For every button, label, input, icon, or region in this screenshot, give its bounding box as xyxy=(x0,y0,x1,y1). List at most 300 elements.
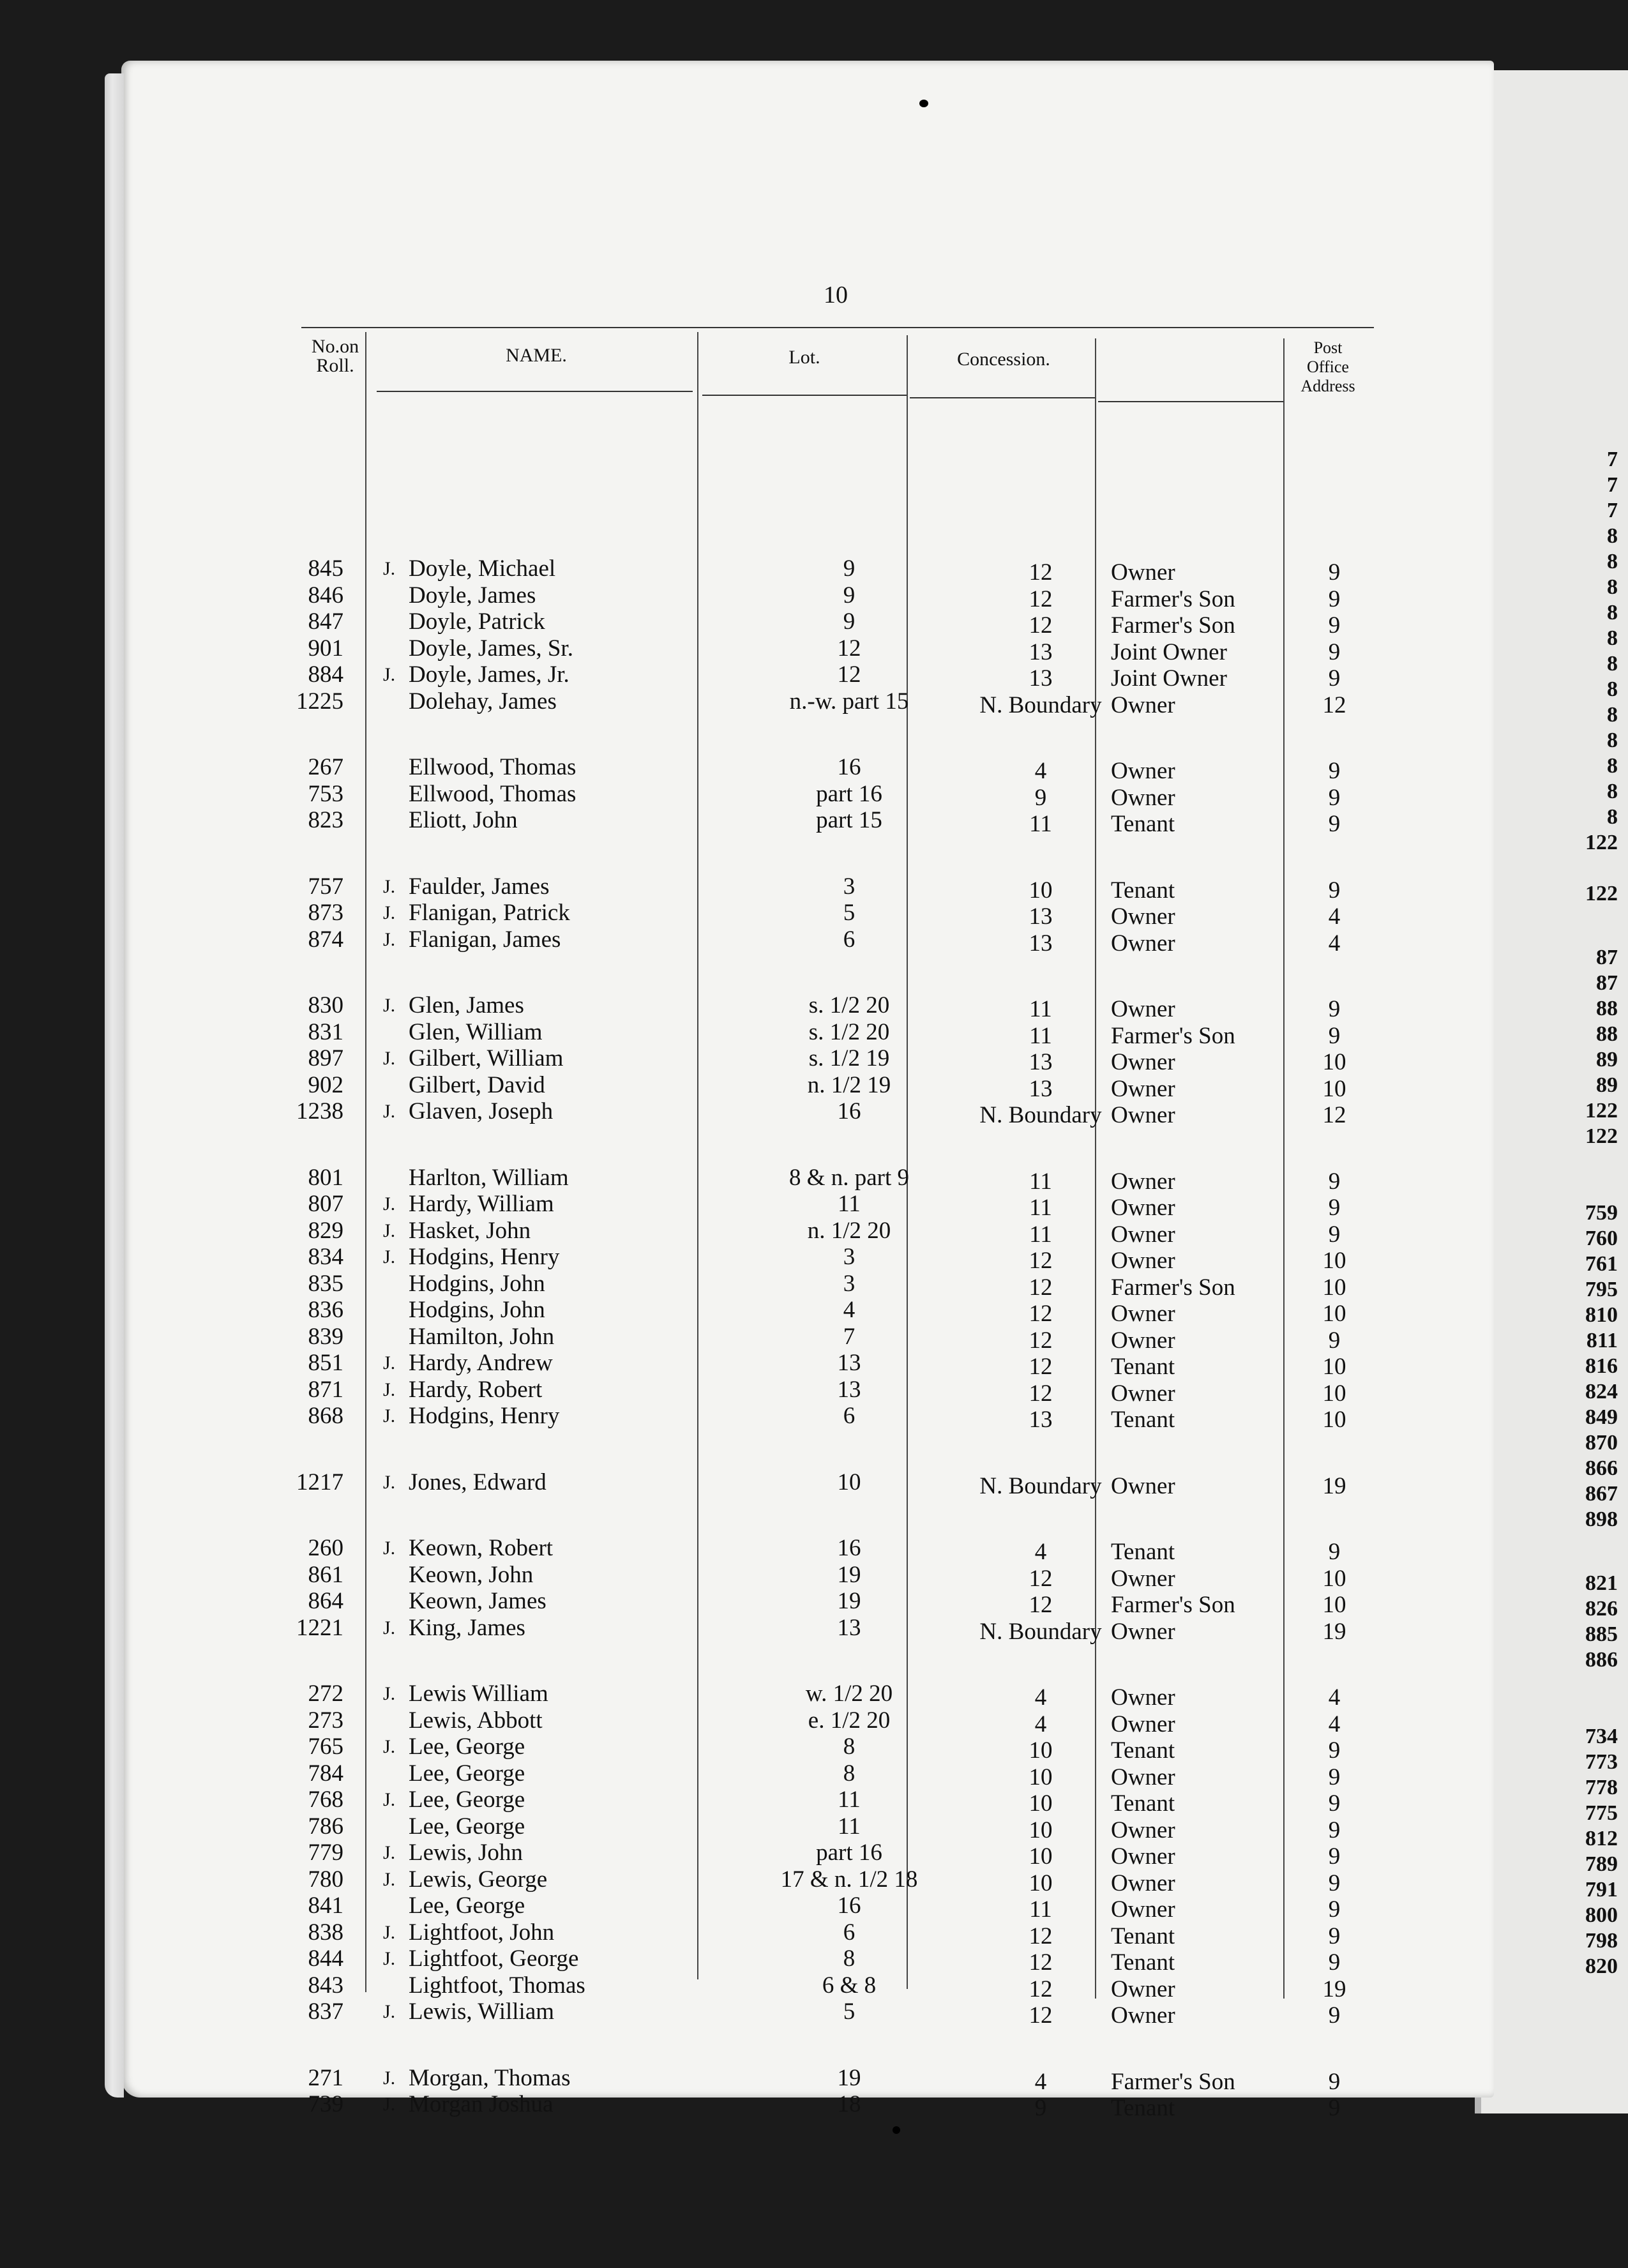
occupation: Tenant xyxy=(1111,2095,1175,2121)
juror-mark: J. xyxy=(383,2001,396,2022)
header-post-office-address xyxy=(1283,338,1373,396)
table-row xyxy=(128,992,1500,1022)
lot: 6 xyxy=(843,1919,855,1946)
occupation: Tenant xyxy=(1111,1737,1175,1764)
voter-name: Flanigan, Patrick xyxy=(409,900,570,926)
table-row xyxy=(128,1893,1500,1923)
roll-number: 864 xyxy=(308,1588,343,1614)
lot: s. 1/2 20 xyxy=(808,992,890,1018)
voter-name: Hamilton, John xyxy=(409,1323,555,1350)
table-row xyxy=(128,688,1500,718)
occupation: Owner xyxy=(1111,1684,1175,1711)
facing-roll-number: 821 xyxy=(1585,1571,1618,1595)
facing-roll-number: 789 xyxy=(1585,1852,1618,1876)
roll-number: 1225 xyxy=(296,688,343,714)
facing-roll-number: 816 xyxy=(1585,1354,1618,1378)
occupation: Tenant xyxy=(1111,1354,1175,1380)
lot: e. 1/2 20 xyxy=(808,1707,891,1734)
lot: 3 xyxy=(843,873,855,900)
lot: 16 xyxy=(837,1535,861,1561)
concession: 13 xyxy=(1029,665,1053,692)
occupation: Owner xyxy=(1111,1843,1175,1870)
post-office-address: 9 xyxy=(1328,1923,1341,1949)
roll-number: 272 xyxy=(308,1681,343,1707)
lot: 10 xyxy=(837,1469,861,1495)
roll-number: 768 xyxy=(308,1787,343,1813)
voter-name: Lightfoot, Thomas xyxy=(409,1972,585,1999)
header-name: NAME. xyxy=(506,345,567,366)
voter-name: Hardy, Robert xyxy=(409,1376,543,1403)
facing-roll-number: 885 xyxy=(1585,1622,1618,1646)
concession: 4 xyxy=(1034,1684,1047,1711)
roll-number: 902 xyxy=(308,1071,343,1098)
post-office-address: 10 xyxy=(1322,1274,1346,1301)
roll-number: 267 xyxy=(308,754,343,780)
facing-roll-number: 8 xyxy=(1607,575,1618,599)
facing-roll-number: 759 xyxy=(1585,1201,1618,1225)
lot: 13 xyxy=(837,1350,861,1376)
occupation: Farmer's Son xyxy=(1111,1592,1235,1618)
roll-number: 837 xyxy=(308,1999,343,2025)
voter-name: Lewis, George xyxy=(409,1866,548,1893)
lot: part 16 xyxy=(816,780,882,807)
facing-roll-number: 798 xyxy=(1585,1929,1618,1953)
facing-roll-number: 8 xyxy=(1607,729,1618,752)
roll-number: 765 xyxy=(308,1734,343,1760)
occupation: Owner xyxy=(1111,1817,1175,1843)
juror-mark: J. xyxy=(383,875,396,897)
post-office-address: 9 xyxy=(1328,1022,1341,1049)
facing-roll-number: 89 xyxy=(1596,1073,1618,1097)
occupation: Owner xyxy=(1111,1380,1175,1407)
occupation: Owner xyxy=(1111,903,1175,930)
facing-roll-number: 122 xyxy=(1585,1124,1618,1148)
facing-roll-number: 775 xyxy=(1585,1801,1618,1825)
lot: 3 xyxy=(843,1270,855,1297)
occupation: Owner xyxy=(1111,1327,1175,1354)
table-row xyxy=(128,635,1500,665)
roll-number: 846 xyxy=(308,582,343,609)
voter-name: Lee, George xyxy=(409,1893,525,1919)
post-office-address: 9 xyxy=(1328,639,1341,665)
concession: 12 xyxy=(1029,1380,1053,1407)
occupation: Farmer's Son xyxy=(1111,586,1235,612)
facing-roll-number: 867 xyxy=(1585,1482,1618,1506)
post-office-address: 19 xyxy=(1322,1618,1346,1645)
roll-number: 260 xyxy=(308,1535,343,1561)
table-row xyxy=(128,1734,1500,1764)
table-row xyxy=(128,1999,1500,2029)
occupation: Owner xyxy=(1111,1049,1175,1075)
juror-mark: J. xyxy=(383,1101,396,1122)
post-office-address: 9 xyxy=(1328,996,1341,1022)
table-row xyxy=(128,1614,1500,1645)
facing-roll-number: 87 xyxy=(1596,971,1618,995)
concession: 13 xyxy=(1029,1407,1053,1433)
voter-name: Flanigan, James xyxy=(409,926,561,953)
post-office-address: 9 xyxy=(1328,758,1341,784)
concession: N. Boundary xyxy=(979,692,1102,718)
voter-name: Keown, John xyxy=(409,1561,534,1588)
post-office-address: 10 xyxy=(1322,1248,1346,1274)
facing-roll-number: 824 xyxy=(1585,1380,1618,1403)
voter-name: Doyle, Michael xyxy=(409,556,556,582)
facing-roll-number: 7 xyxy=(1607,448,1618,471)
concession: 9 xyxy=(1034,784,1047,811)
concession: N. Boundary xyxy=(979,1102,1102,1128)
juror-mark: J. xyxy=(383,1921,396,1943)
roll-number: 835 xyxy=(308,1270,343,1297)
juror-mark: J. xyxy=(383,558,396,579)
post-office-address: 12 xyxy=(1322,1102,1346,1128)
lot: 11 xyxy=(838,1787,861,1813)
concession: 12 xyxy=(1029,559,1053,586)
voter-name: Lightfoot, John xyxy=(409,1919,555,1946)
facing-roll-number: 7 xyxy=(1607,473,1618,497)
facing-roll-number: 88 xyxy=(1596,1022,1618,1046)
facing-roll-number: 8 xyxy=(1607,677,1618,701)
occupation: Tenant xyxy=(1111,1790,1175,1817)
roll-number: 829 xyxy=(308,1217,343,1244)
post-office-address: 19 xyxy=(1322,1976,1346,2002)
post-office-address: 9 xyxy=(1328,2095,1341,2121)
table-row xyxy=(128,1098,1500,1128)
facing-roll-number: 8 xyxy=(1607,601,1618,624)
occupation: Tenant xyxy=(1111,1539,1175,1565)
table-row xyxy=(128,1681,1500,1711)
concession: 11 xyxy=(1029,1221,1052,1248)
voter-name: Doyle, Patrick xyxy=(409,609,545,635)
occupation: Farmer's Son xyxy=(1111,1274,1235,1301)
concession: 13 xyxy=(1029,1049,1053,1075)
table-row xyxy=(128,873,1500,903)
occupation: Owner xyxy=(1111,1764,1175,1790)
roll-number: 847 xyxy=(308,609,343,635)
voter-name: Faulder, James xyxy=(409,873,550,900)
voter-name: Hodgins, John xyxy=(409,1297,545,1323)
voter-name: Keown, James xyxy=(409,1588,546,1614)
occupation: Owner xyxy=(1111,2002,1175,2029)
speck-mark xyxy=(893,2126,900,2134)
concession: 4 xyxy=(1034,1711,1047,1737)
facing-roll-number: 7 xyxy=(1607,499,1618,522)
roll-number: 801 xyxy=(308,1164,343,1191)
post-office-address: 9 xyxy=(1328,784,1341,811)
roll-number: 786 xyxy=(308,1813,343,1840)
lot: 11 xyxy=(838,1191,861,1217)
concession: 11 xyxy=(1029,811,1052,837)
concession: 4 xyxy=(1034,758,1047,784)
lot: 9 xyxy=(843,609,855,635)
lot: n. 1/2 19 xyxy=(807,1071,891,1098)
lot: 16 xyxy=(837,1893,861,1919)
occupation: Joint Owner xyxy=(1111,639,1227,665)
lot: 5 xyxy=(843,900,855,926)
table-row xyxy=(128,1164,1500,1195)
occupation: Owner xyxy=(1111,996,1175,1022)
facing-roll-number: 795 xyxy=(1585,1278,1618,1301)
concession: 11 xyxy=(1029,1022,1052,1049)
facing-roll-number: 87 xyxy=(1596,946,1618,969)
concession: 10 xyxy=(1029,1790,1053,1817)
header-no-on-roll xyxy=(300,337,370,375)
post-office-address: 9 xyxy=(1328,2002,1341,2029)
table-row xyxy=(128,1350,1500,1380)
header-concession: Concession. xyxy=(957,349,1050,370)
table-row xyxy=(128,1297,1500,1327)
juror-mark: J. xyxy=(383,1948,396,1969)
voter-name: Hardy, William xyxy=(409,1191,554,1217)
lot: 6 xyxy=(843,926,855,953)
post-office-address: 10 xyxy=(1322,1592,1346,1618)
table-row xyxy=(128,1071,1500,1102)
roll-number: 784 xyxy=(308,1760,343,1787)
post-office-address: 9 xyxy=(1328,1195,1341,1221)
table-row xyxy=(128,1919,1500,1949)
header-con-underline xyxy=(910,397,1095,398)
roll-number: 861 xyxy=(308,1561,343,1588)
voter-name: Dolehay, James xyxy=(409,688,557,714)
concession: 13 xyxy=(1029,1075,1053,1102)
occupation: Tenant xyxy=(1111,811,1175,837)
concession: 12 xyxy=(1029,612,1053,639)
juror-mark: J. xyxy=(383,928,396,950)
concession: 12 xyxy=(1029,586,1053,612)
occupation: Owner xyxy=(1111,1618,1175,1645)
occupation: Joint Owner xyxy=(1111,665,1227,692)
juror-mark: J. xyxy=(383,1405,396,1426)
occupation: Owner xyxy=(1111,1896,1175,1923)
table-row xyxy=(128,1946,1500,1976)
post-office-address: 19 xyxy=(1322,1472,1346,1499)
roll-number: 1217 xyxy=(296,1469,343,1495)
juror-mark: J. xyxy=(383,1220,396,1241)
header-post-line1: Post xyxy=(1313,338,1343,357)
post-office-address: 4 xyxy=(1328,930,1341,956)
concession: 10 xyxy=(1029,1817,1053,1843)
table-row xyxy=(128,1972,1500,2002)
table-row xyxy=(128,1707,1500,1737)
lot: 11 xyxy=(838,1813,861,1840)
voter-name: Morgan Joshua xyxy=(409,2091,554,2117)
roll-number: 753 xyxy=(308,780,343,807)
voter-name: Hasket, John xyxy=(409,1217,531,1244)
roll-number: 841 xyxy=(308,1893,343,1919)
concession: 12 xyxy=(1029,1248,1053,1274)
lot: 16 xyxy=(837,754,861,780)
table-row xyxy=(128,1469,1500,1499)
lot: 8 xyxy=(843,1946,855,1972)
occupation: Owner xyxy=(1111,1472,1175,1499)
lot: part 15 xyxy=(816,807,882,833)
voter-name: Hodgins, Henry xyxy=(409,1403,560,1429)
facing-roll-number: 8 xyxy=(1607,524,1618,548)
juror-mark: J. xyxy=(383,1246,396,1267)
facing-roll-number: 778 xyxy=(1585,1776,1618,1799)
juror-mark: J. xyxy=(383,1193,396,1214)
page-number: 10 xyxy=(824,282,848,308)
voter-name: Hodgins, Henry xyxy=(409,1244,560,1270)
roll-number: 851 xyxy=(308,1350,343,1376)
occupation: Owner xyxy=(1111,1195,1175,1221)
table-row xyxy=(128,1760,1500,1790)
lot: 18 xyxy=(837,2091,861,2117)
lot: 9 xyxy=(843,556,855,582)
roll-number: 884 xyxy=(308,662,343,688)
table-row xyxy=(128,1323,1500,1354)
roll-number: 830 xyxy=(308,992,343,1018)
occupation: Owner xyxy=(1111,692,1175,718)
table-row xyxy=(128,1270,1500,1301)
table-row xyxy=(128,926,1500,956)
roll-number: 844 xyxy=(308,1946,343,1972)
facing-roll-number: 122 xyxy=(1585,831,1618,854)
post-office-address: 10 xyxy=(1322,1380,1346,1407)
occupation: Owner xyxy=(1111,1711,1175,1737)
facing-roll-number: 88 xyxy=(1596,997,1618,1020)
occupation: Tenant xyxy=(1111,1949,1175,1976)
voter-name: Lightfoot, George xyxy=(409,1946,579,1972)
concession: 12 xyxy=(1029,1327,1053,1354)
post-office-address: 9 xyxy=(1328,1168,1341,1195)
facing-roll-number: 811 xyxy=(1586,1329,1618,1352)
post-office-address: 9 xyxy=(1328,586,1341,612)
lot: 12 xyxy=(837,662,861,688)
occupation: Farmer's Son xyxy=(1111,612,1235,639)
post-office-address: 9 xyxy=(1328,665,1341,692)
roll-number: 836 xyxy=(308,1297,343,1323)
voter-name: Doyle, James, Sr. xyxy=(409,635,573,662)
post-office-address: 12 xyxy=(1322,692,1346,718)
table-row xyxy=(128,662,1500,692)
lot: 13 xyxy=(837,1376,861,1403)
post-office-address: 4 xyxy=(1328,1711,1341,1737)
roll-number: 779 xyxy=(308,1840,343,1866)
facing-roll-number: 866 xyxy=(1585,1456,1618,1480)
occupation: Owner xyxy=(1111,758,1175,784)
concession: 12 xyxy=(1029,1274,1053,1301)
header-name-underline xyxy=(377,391,693,392)
post-office-address: 9 xyxy=(1328,2068,1341,2095)
header-occ-underline xyxy=(1098,401,1283,402)
concession: 11 xyxy=(1029,996,1052,1022)
facing-roll-number: 8 xyxy=(1607,703,1618,727)
roll-number: 838 xyxy=(308,1919,343,1946)
occupation: Owner xyxy=(1111,1221,1175,1248)
occupation: Owner xyxy=(1111,1301,1175,1327)
table-row xyxy=(128,2064,1500,2095)
lot: 5 xyxy=(843,1999,855,2025)
facing-roll-number: 8 xyxy=(1607,805,1618,829)
occupation: Owner xyxy=(1111,1102,1175,1128)
roll-number: 868 xyxy=(308,1403,343,1429)
occupation: Tenant xyxy=(1111,877,1175,903)
facing-roll-number: 760 xyxy=(1585,1227,1618,1250)
concession: 12 xyxy=(1029,2002,1053,2029)
facing-roll-number: 886 xyxy=(1585,1648,1618,1672)
facing-roll-number: 734 xyxy=(1585,1725,1618,1748)
lot: 4 xyxy=(843,1297,855,1323)
concession: 10 xyxy=(1029,1764,1053,1790)
occupation: Farmer's Son xyxy=(1111,2068,1235,2095)
header-lot-underline xyxy=(702,395,907,396)
roll-number: 874 xyxy=(308,926,343,953)
post-office-address: 9 xyxy=(1328,1327,1341,1354)
juror-mark: J. xyxy=(383,1683,396,1704)
facing-roll-number: 898 xyxy=(1585,1508,1618,1531)
facing-roll-number: 810 xyxy=(1585,1303,1618,1327)
post-office-address: 9 xyxy=(1328,612,1341,639)
table-row xyxy=(128,900,1500,930)
table-row xyxy=(128,1217,1500,1248)
voter-name: Hodgins, John xyxy=(409,1270,545,1297)
voter-name: Morgan, Thomas xyxy=(409,2064,571,2091)
concession: 12 xyxy=(1029,1301,1053,1327)
facing-roll-number: 8 xyxy=(1607,652,1618,676)
lot: 6 & 8 xyxy=(822,1972,877,1999)
table-row xyxy=(128,780,1500,811)
voter-name: King, James xyxy=(409,1614,525,1641)
facing-roll-number: 122 xyxy=(1585,882,1618,905)
occupation: Owner xyxy=(1111,1976,1175,2002)
lot: 19 xyxy=(837,2064,861,2091)
voter-name: Lee, George xyxy=(409,1734,525,1760)
post-office-address: 4 xyxy=(1328,1684,1341,1711)
lot: 8 xyxy=(843,1760,855,1787)
table-row xyxy=(128,1561,1500,1592)
roll-number: 757 xyxy=(308,873,343,900)
juror-mark: J. xyxy=(383,902,396,923)
juror-mark: J. xyxy=(383,2094,396,2115)
facing-roll-number: 122 xyxy=(1585,1099,1618,1123)
voter-name: Doyle, James xyxy=(409,582,536,609)
juror-mark: J. xyxy=(383,1617,396,1638)
facing-roll-number: 8 xyxy=(1607,550,1618,573)
roll-number: 873 xyxy=(308,900,343,926)
concession: 10 xyxy=(1029,1737,1053,1764)
table-row xyxy=(128,1376,1500,1407)
concession: 10 xyxy=(1029,1843,1053,1870)
concession: 12 xyxy=(1029,1949,1053,1976)
lot: s. 1/2 20 xyxy=(808,1018,890,1045)
roll-number: 780 xyxy=(308,1866,343,1893)
facing-roll-number: 812 xyxy=(1585,1827,1618,1850)
concession: 11 xyxy=(1029,1896,1052,1923)
voter-name: Gilbert, William xyxy=(409,1045,564,1071)
header-post-line2: Office xyxy=(1307,358,1349,376)
voter-name: Lee, George xyxy=(409,1760,525,1787)
lot: 9 xyxy=(843,582,855,609)
table-row xyxy=(128,1787,1500,1817)
post-office-address: 9 xyxy=(1328,1764,1341,1790)
lot: 7 xyxy=(843,1323,855,1350)
juror-mark: J. xyxy=(383,2067,396,2089)
roll-number: 871 xyxy=(308,1376,343,1403)
post-office-address: 9 xyxy=(1328,1817,1341,1843)
lot: 12 xyxy=(837,635,861,662)
post-office-address: 10 xyxy=(1322,1049,1346,1075)
lot: 19 xyxy=(837,1561,861,1588)
concession: 13 xyxy=(1029,903,1053,930)
concession: 11 xyxy=(1029,1195,1052,1221)
voter-name: Lewis, Abbott xyxy=(409,1707,543,1734)
facing-roll-number: 8 xyxy=(1607,754,1618,778)
post-office-address: 10 xyxy=(1322,1301,1346,1327)
lot: 13 xyxy=(837,1614,861,1641)
post-office-address: 10 xyxy=(1322,1075,1346,1102)
table-row xyxy=(128,1018,1500,1049)
occupation: Tenant xyxy=(1111,1407,1175,1433)
